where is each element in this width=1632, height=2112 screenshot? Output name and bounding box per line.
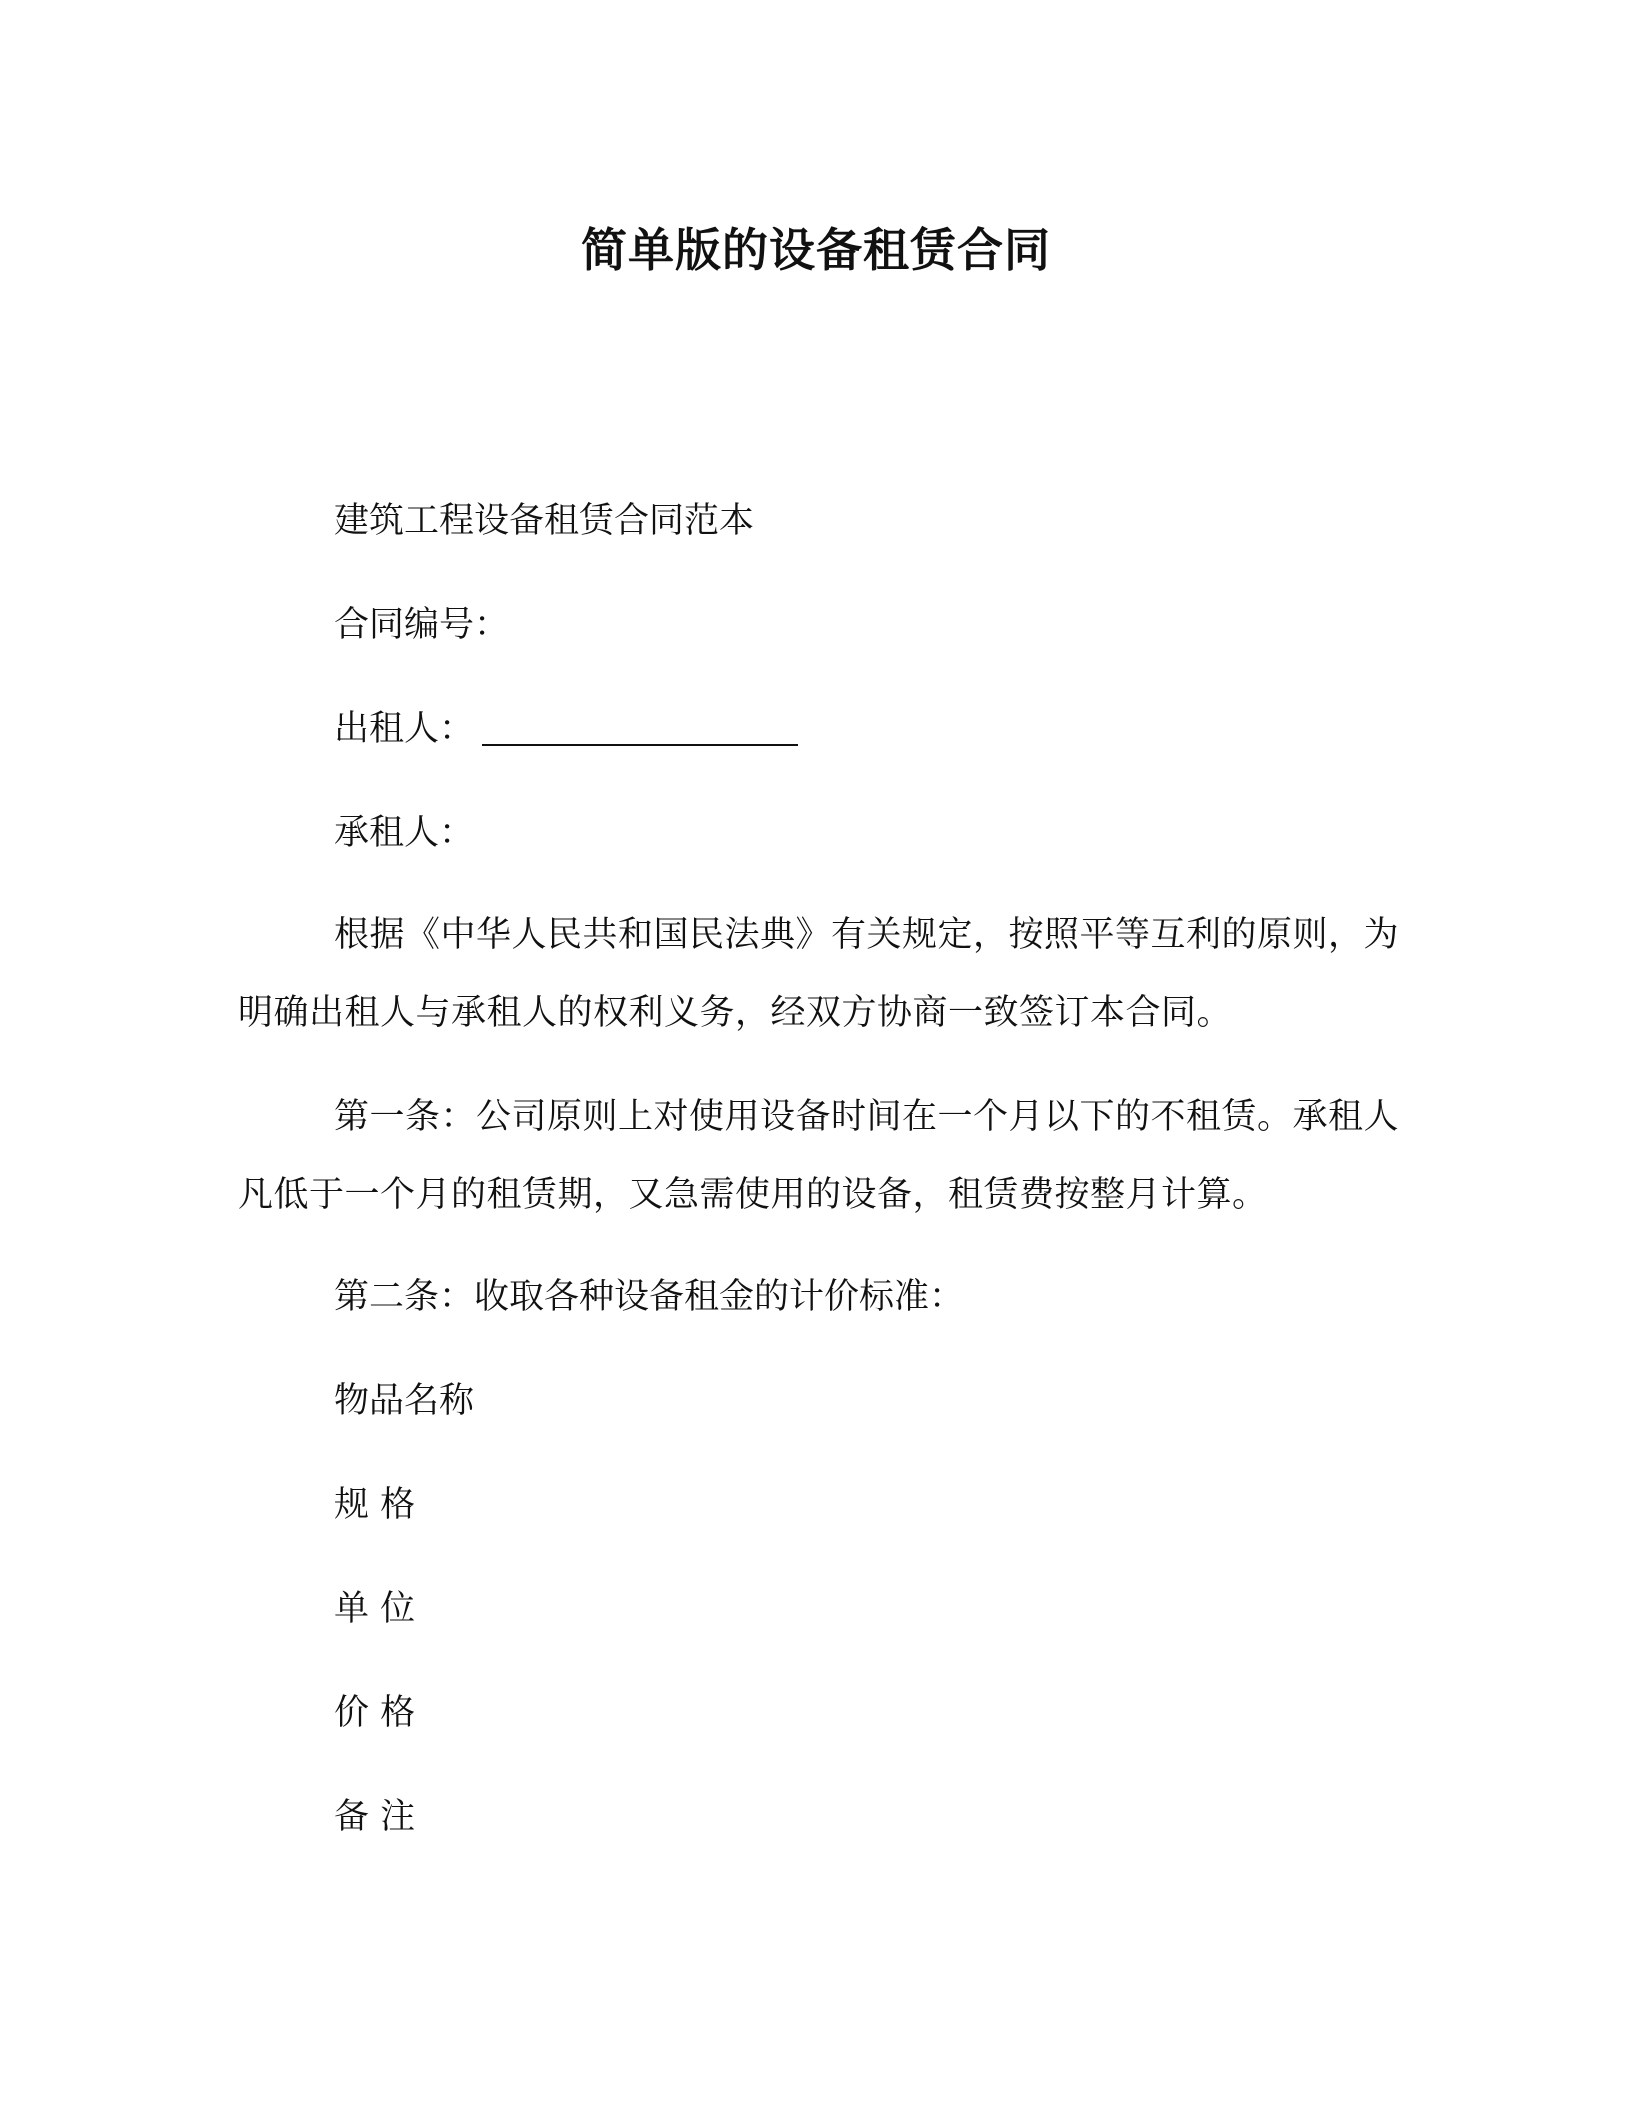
article-two-heading: 第二条：收取各种设备租金的计价标准： <box>334 1277 965 1317</box>
lessee-label: 承租人： <box>334 813 475 853</box>
table-header-item-name: 物品名称 <box>334 1381 475 1421</box>
lessor-label: 出租人： <box>334 709 475 749</box>
table-header-spec: 规 格 <box>334 1485 416 1525</box>
document-subtitle: 建筑工程设备租赁合同范本 <box>334 501 755 541</box>
contract-number-label: 合同编号： <box>334 605 510 645</box>
lessor-line <box>334 704 798 754</box>
preamble-paragraph: 根据《中华人民共和国民法典》有关规定，按照平等互利的原则，为明确出租人与承租人的权利义务，经双方协商一致签订本合同。 <box>238 915 1400 1033</box>
table-header-price: 价 格 <box>334 1693 416 1733</box>
table-header-unit: 单 位 <box>334 1589 416 1629</box>
lessor-blank-field <box>482 706 798 746</box>
table-header-remarks: 备 注 <box>334 1797 416 1837</box>
article-one-paragraph: 第一条：公司原则上对使用设备时间在一个月以下的不租赁。承租人凡低于一个月的租赁期，又急需使用的设备，租赁费按整月计算。 <box>238 1097 1400 1215</box>
document-title: 简单版的设备租赁合同 <box>581 223 1051 277</box>
